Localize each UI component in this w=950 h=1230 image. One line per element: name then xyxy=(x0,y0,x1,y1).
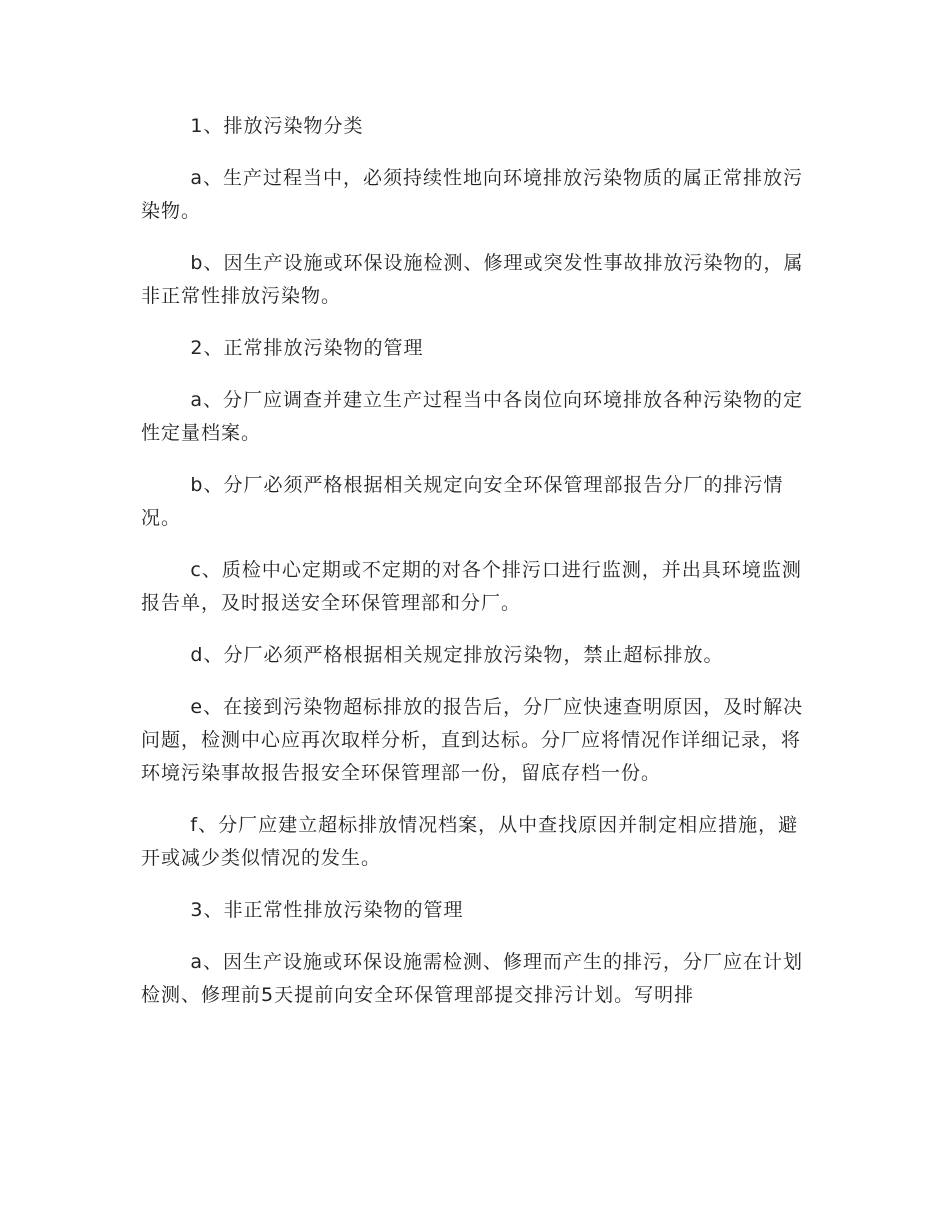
paragraph-3a: a、因生产设施或环保设施需检测、修理而产生的排污，分厂应在计划检测、修理前5天提前向安全环保管理部提交排污计划。写明排 xyxy=(141,951,804,1006)
document-body xyxy=(141,110,811,1031)
paragraph-1a: a、生产过程当中，必须持续性地向环境排放污染物质的属正常排放污染物。 xyxy=(141,167,804,222)
paragraph-2f: f、分厂应建立超标排放情况档案，从中查找原因并制定相应措施，避开或减少类似情况的发生。 xyxy=(141,814,799,869)
section-heading-1: 1、排放污染物分类 xyxy=(190,115,364,137)
paragraph-2c: c、质检中心定期或不定期的对各个排污口进行监测，并出具环境监测报告单，及时报送安全环保管理部和分厂。 xyxy=(141,559,802,614)
section-heading-2: 2、正常排放污染物的管理 xyxy=(190,337,424,359)
section-heading-3: 3、非正常性排放污染物的管理 xyxy=(190,899,464,921)
paragraph-1b: b、因生产设施或环保设施检测、修理或突发性事故排放污染物的，属非正常性排放污染物。 xyxy=(141,252,804,307)
paragraph-2e: e、在接到污染物超标排放的报告后，分厂应快速查明原因，及时解决问题，检测中心应再次取样分析，直到达标。分厂应将情况作详细记录，将环境污染事故报告报安全环保管理部一份，留底存档一份。 xyxy=(141,696,804,784)
paragraph-2b: b、分厂必须严格根据相关规定向安全环保管理部报告分厂的排污情况。 xyxy=(141,474,784,529)
paragraph-2d: d、分厂必须严格根据相关规定排放污染物，禁止超标排放。 xyxy=(190,644,724,666)
paragraph-2a: a、分厂应调查并建立生产过程当中各岗位向环境排放各种污染物的定性定量档案。 xyxy=(141,389,804,444)
